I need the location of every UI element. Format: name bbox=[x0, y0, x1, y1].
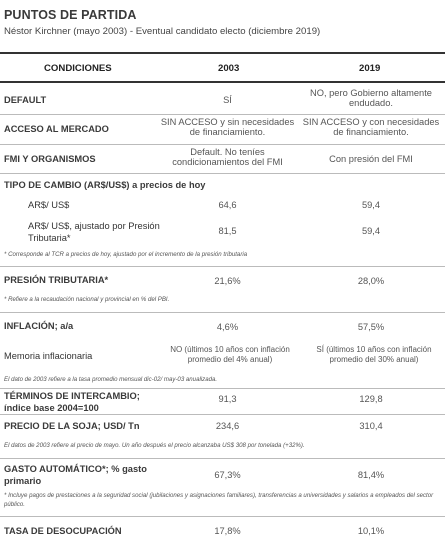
value-2019: 57,5% bbox=[357, 322, 385, 332]
row-label: AR$/ US$ bbox=[28, 200, 70, 210]
value-2003: 67,3% bbox=[214, 470, 241, 480]
value-2003: 4,6% bbox=[216, 322, 239, 332]
value-2003: NO (últimos 10 años con inflación promedio del 4% anual) bbox=[170, 345, 290, 364]
table-row-default bbox=[0, 86, 445, 114]
row-label: ACCESO AL MERCADO bbox=[4, 124, 109, 134]
note-tcr: * Corresponde al TCR a precios de hoy, ajustado por el incremento de la presión tributaria bbox=[4, 251, 248, 258]
value-2003: 234,6 bbox=[215, 421, 240, 431]
note-gasto: * Incluye pagos de prestaciones a la seguridad social (jubilaciones y asignaciones familiares), transferencias a universidades y salarios a empleados del sector público. bbox=[4, 492, 434, 508]
table-row-inflacion bbox=[0, 312, 445, 340]
row-label: FMI Y ORGANISMOS bbox=[4, 154, 96, 164]
value-2019: 81,4% bbox=[357, 470, 385, 480]
value-2019: Con presión del FMI bbox=[329, 154, 413, 164]
row-label: DEFAULT bbox=[4, 95, 47, 105]
value-2019: 59,4 bbox=[361, 200, 381, 210]
note-inflacion: El dato de 2003 refiere a la tasa promedio mensual dic-02/ may-03 anualizada. bbox=[4, 376, 218, 383]
row-label: INFLACIÓN; a/a bbox=[4, 321, 74, 331]
value-2019: 10,1% bbox=[357, 526, 385, 536]
note-presion: * Refiere a la recaudación nacional y provincial en % del PBI. bbox=[4, 296, 170, 303]
table-row-memoria bbox=[0, 340, 445, 372]
table-row-ars-usd bbox=[0, 195, 445, 217]
value-2019: SÍ (últimos 10 años con inflación promedio del 30% anual) bbox=[316, 345, 432, 364]
table-row-terminos bbox=[0, 388, 445, 414]
value-2003: Default. No teníes condicionamientos del FMI bbox=[172, 147, 283, 167]
value-2003: SIN ACCESO y sin necesidades de financiamiento. bbox=[160, 117, 295, 137]
table-row-acceso bbox=[0, 114, 445, 144]
table-row-ars-usd-ajustado bbox=[0, 217, 445, 245]
row-label: GASTO AUTOMÁTICO*; % gasto primario bbox=[4, 464, 147, 486]
header-2003: 2003 bbox=[218, 63, 240, 74]
table-row-gasto bbox=[0, 458, 445, 488]
row-label: PRESIÓN TRIBUTARIA* bbox=[4, 275, 109, 285]
page-title: PUNTOS DE PARTIDA bbox=[4, 8, 137, 22]
row-label: TASA DE DESOCUPACIÓN bbox=[4, 526, 122, 536]
table-row-fmi bbox=[0, 144, 445, 173]
value-2019: SIN ACCESO y con necesidades de financiamiento. bbox=[302, 117, 440, 137]
table-header bbox=[0, 52, 445, 83]
table-row-soja bbox=[0, 414, 445, 438]
table-row-presion bbox=[0, 266, 445, 292]
table-row-tipo-cambio bbox=[0, 173, 445, 195]
header-condiciones: CONDICIONES bbox=[44, 63, 112, 74]
header-2019: 2019 bbox=[359, 63, 381, 74]
value-2003: 17,8% bbox=[214, 526, 241, 536]
value-2019: 28,0% bbox=[357, 276, 385, 286]
value-2019: 59,4 bbox=[361, 226, 381, 236]
note-soja: El datos de 2003 refiere al precio de mayo. Un año después el precio alcanzaba US$ 308 por tonelada (+32%). bbox=[4, 442, 305, 449]
page-subtitle: Néstor Kirchner (mayo 2003) - Eventual candidato electo (diciembre 2019) bbox=[4, 26, 321, 37]
value-2019: NO, pero Gobierno altamente endudado. bbox=[310, 88, 432, 108]
row-label: AR$/ US$, ajustado por Presión Tributaria* bbox=[28, 221, 160, 243]
value-2003: 81,5 bbox=[218, 226, 237, 236]
row-label: Memoria inflacionaria bbox=[4, 351, 93, 361]
row-label: PRECIO DE LA SOJA; USD/ Tn bbox=[4, 421, 140, 431]
value-2019: 310,4 bbox=[359, 421, 383, 431]
value-2003: 21,6% bbox=[214, 276, 241, 286]
value-2003: 91,3 bbox=[218, 394, 237, 404]
value-2019: 129,8 bbox=[359, 394, 383, 404]
value-2003: SÍ bbox=[223, 95, 232, 105]
row-label: TÉRMINOS DE INTERCAMBIO; índice base 2004=100 bbox=[4, 391, 140, 413]
row-label: TIPO DE CAMBIO (AR$/US$) a precios de hoy bbox=[4, 180, 206, 190]
table-row-desocupacion bbox=[0, 516, 445, 544]
value-2003: 64,6 bbox=[218, 200, 237, 210]
